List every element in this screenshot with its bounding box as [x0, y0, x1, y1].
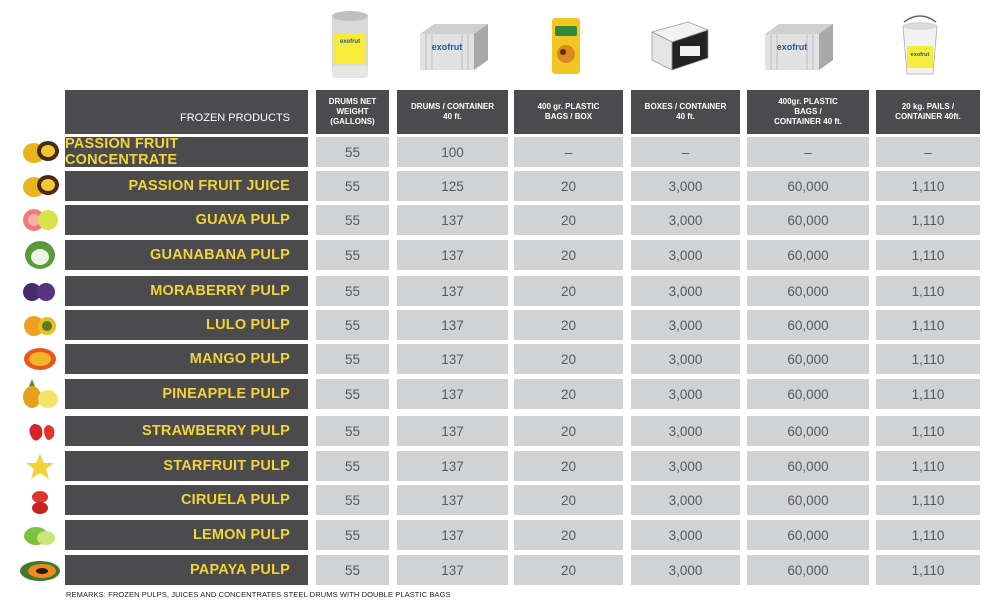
value-cell: 20	[514, 520, 623, 550]
product-name: LULO PULP	[65, 310, 308, 340]
product-name: STRAWBERRY PULP	[65, 416, 308, 446]
passion-fruit-icon	[18, 171, 64, 201]
value-cell: 1,110	[876, 555, 980, 585]
product-name: PASSION FRUIT CONCENTRATE	[65, 137, 308, 167]
value-cell: 55	[316, 276, 389, 306]
container-image	[418, 20, 490, 72]
header-bags-per-container: 400gr. PLASTIC BAGS / CONTAINER 40 ft.	[747, 90, 869, 134]
value-cell: 137	[397, 379, 508, 409]
value-cell: 3,000	[631, 416, 740, 446]
pineapple-icon	[18, 379, 64, 409]
value-cell: 55	[316, 451, 389, 481]
value-cell: 20	[514, 310, 623, 340]
value-cell: 1,110	[876, 205, 980, 235]
papaya-icon	[18, 555, 64, 585]
value-cell: 1,110	[876, 344, 980, 374]
ciruela-icon	[18, 485, 64, 515]
value-cell: 20	[514, 276, 623, 306]
container-image	[763, 20, 835, 72]
value-cell: 3,000	[631, 344, 740, 374]
value-cell: 137	[397, 555, 508, 585]
drum-image	[330, 10, 370, 80]
value-cell: 60,000	[747, 276, 869, 306]
product-name: PASSION FRUIT JUICE	[65, 171, 308, 201]
lemon-icon	[18, 520, 64, 550]
product-name: LEMON PULP	[65, 520, 308, 550]
mango-icon	[18, 344, 64, 374]
value-cell: 3,000	[631, 555, 740, 585]
table-row	[0, 555, 1000, 585]
value-cell: 55	[316, 555, 389, 585]
value-cell: –	[631, 137, 740, 167]
value-cell: 1,110	[876, 379, 980, 409]
box-image	[650, 20, 710, 72]
value-cell: 55	[316, 240, 389, 270]
table-row	[0, 344, 1000, 374]
product-name: MANGO PULP	[65, 344, 308, 374]
product-name: GUANABANA PULP	[65, 240, 308, 270]
value-cell: 60,000	[747, 310, 869, 340]
value-cell: 60,000	[747, 205, 869, 235]
value-cell: 60,000	[747, 379, 869, 409]
table-row	[0, 310, 1000, 340]
value-cell: 3,000	[631, 310, 740, 340]
header-bags-per-box: 400 gr. PLASTIC BAGS / BOX	[514, 90, 623, 134]
value-cell: 20	[514, 416, 623, 446]
value-cell: 55	[316, 344, 389, 374]
header-drums-net-weight: DRUMS NET WEIGHT (GALLONS)	[316, 90, 389, 134]
value-cell: 3,000	[631, 171, 740, 201]
pail-image	[900, 12, 940, 78]
value-cell: 137	[397, 276, 508, 306]
table-row	[0, 485, 1000, 515]
starfruit-icon	[18, 451, 64, 481]
value-cell: 125	[397, 171, 508, 201]
value-cell: 20	[514, 451, 623, 481]
value-cell: 55	[316, 485, 389, 515]
value-cell: 60,000	[747, 240, 869, 270]
value-cell: 20	[514, 485, 623, 515]
value-cell: 55	[316, 520, 389, 550]
value-cell: 137	[397, 240, 508, 270]
value-cell: 55	[316, 310, 389, 340]
value-cell: 60,000	[747, 171, 869, 201]
value-cell: 1,110	[876, 171, 980, 201]
table-row	[0, 520, 1000, 550]
table-row	[0, 205, 1000, 235]
svg-text:exofrut: exofrut	[339, 39, 361, 45]
value-cell: 3,000	[631, 240, 740, 270]
value-cell: –	[876, 137, 980, 167]
value-cell: 60,000	[747, 344, 869, 374]
value-cell: 55	[316, 379, 389, 409]
svg-text:exofrut: exofrut	[431, 42, 463, 52]
value-cell: 1,110	[876, 451, 980, 481]
value-cell: 20	[514, 205, 623, 235]
value-cell: 60,000	[747, 451, 869, 481]
value-cell: 55	[316, 171, 389, 201]
passion-fruit-icon	[18, 137, 64, 167]
value-cell: 60,000	[747, 520, 869, 550]
table-row	[0, 451, 1000, 481]
header-boxes-per-container: BOXES / CONTAINER 40 ft.	[631, 90, 740, 134]
value-cell: 1,110	[876, 310, 980, 340]
product-name: STARFRUIT PULP	[65, 451, 308, 481]
value-cell: 137	[397, 205, 508, 235]
value-cell: 1,110	[876, 276, 980, 306]
value-cell: 55	[316, 205, 389, 235]
value-cell: 137	[397, 520, 508, 550]
guanabana-icon	[18, 240, 64, 270]
strawberry-icon	[18, 416, 64, 446]
value-cell: 60,000	[747, 485, 869, 515]
value-cell: 137	[397, 485, 508, 515]
value-cell: –	[747, 137, 869, 167]
value-cell: 1,110	[876, 416, 980, 446]
value-cell: 3,000	[631, 379, 740, 409]
value-cell: 137	[397, 416, 508, 446]
value-cell: 3,000	[631, 276, 740, 306]
plastic-bag-image	[550, 16, 582, 76]
product-name: GUAVA PULP	[65, 205, 308, 235]
table-row	[0, 240, 1000, 270]
value-cell: 3,000	[631, 485, 740, 515]
value-cell: 3,000	[631, 205, 740, 235]
value-cell: 55	[316, 416, 389, 446]
svg-text:exofrut: exofrut	[910, 52, 930, 58]
value-cell: 20	[514, 555, 623, 585]
table-row	[0, 137, 1000, 167]
moraberry-icon	[18, 276, 64, 306]
value-cell: 55	[316, 137, 389, 167]
value-cell: 137	[397, 310, 508, 340]
header-frozen-products: FROZEN PRODUCTS	[65, 90, 308, 134]
value-cell: 1,110	[876, 485, 980, 515]
header-pails-per-container: 20 kg. PAILS / CONTAINER 40ft.	[876, 90, 980, 134]
table-row	[0, 379, 1000, 409]
value-cell: 20	[514, 344, 623, 374]
value-cell: 137	[397, 344, 508, 374]
table-row	[0, 171, 1000, 201]
product-name: CIRUELA PULP	[65, 485, 308, 515]
value-cell: 137	[397, 451, 508, 481]
value-cell: 20	[514, 379, 623, 409]
remarks-note: REMARKS: FROZEN PULPS, JUICES AND CONCENTRATES STEEL DRUMS WITH DOUBLE PLASTIC BAGS	[66, 590, 451, 599]
product-name: MORABERRY PULP	[65, 276, 308, 306]
table-row	[0, 276, 1000, 306]
table-row	[0, 416, 1000, 446]
value-cell: 20	[514, 171, 623, 201]
value-cell: 100	[397, 137, 508, 167]
value-cell: –	[514, 137, 623, 167]
lulo-icon	[18, 310, 64, 340]
value-cell: 1,110	[876, 520, 980, 550]
product-name: PAPAYA PULP	[65, 555, 308, 585]
guava-icon	[18, 205, 64, 235]
value-cell: 60,000	[747, 416, 869, 446]
header-drums-per-container: DRUMS / CONTAINER 40 ft.	[397, 90, 508, 134]
value-cell: 3,000	[631, 520, 740, 550]
svg-text:exofrut: exofrut	[776, 42, 808, 52]
value-cell: 3,000	[631, 451, 740, 481]
value-cell: 1,110	[876, 240, 980, 270]
product-name: PINEAPPLE PULP	[65, 379, 308, 409]
value-cell: 60,000	[747, 555, 869, 585]
value-cell: 20	[514, 240, 623, 270]
